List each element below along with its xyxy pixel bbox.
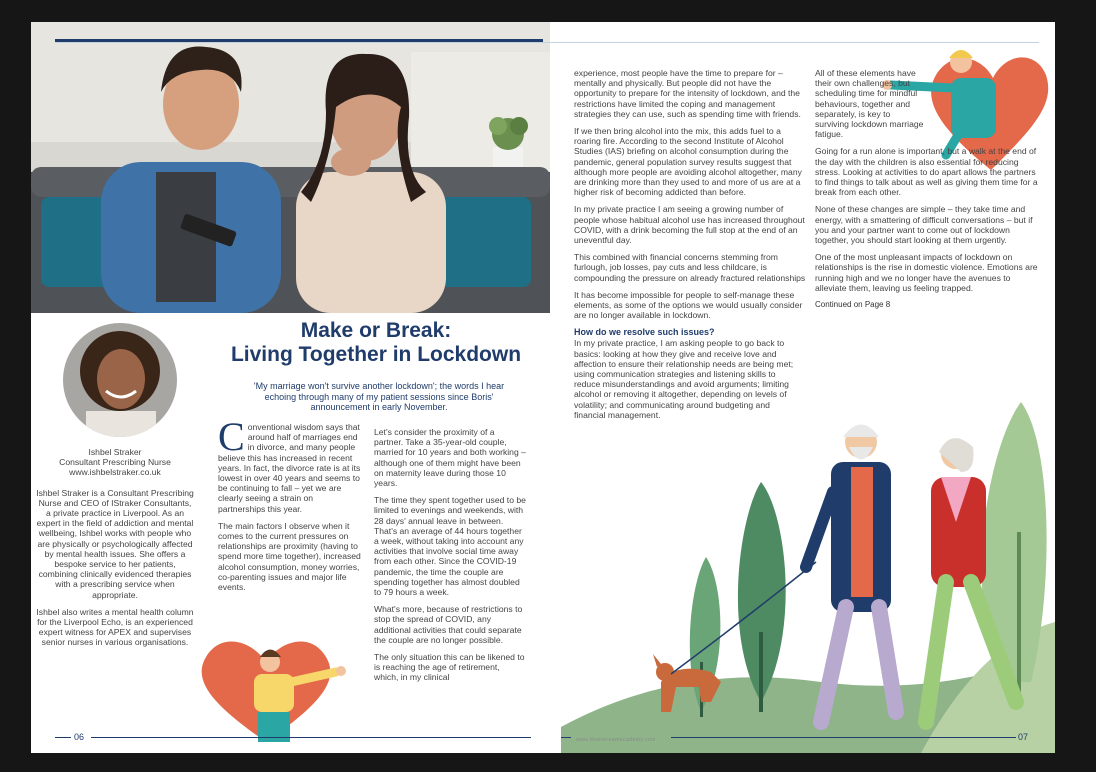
author-bio — [36, 447, 194, 655]
col2-paragraph-3: What's more, because of restrictions to stop the spread of COVID, any additional activities that could separate the couple are no longer possible. — [374, 604, 523, 645]
author-name: Ishbel Straker — [88, 447, 142, 457]
col2-paragraph-2: The time they spent together used to be limited to evenings and weekends, with 28 days' annual leave in between. That's an average of 44 hours together a week, without taking into account any activities that involve social time away from each other. Since the COVID-19 pandemic, the time the couple are spending together has almost doubled to 79 hours a week. — [374, 495, 526, 598]
col3-paragraph-3: In my private practice I am seeing a growing number of people whose habitual alcohol use has increased throughout COVID, with a drink becoming the full stop at the end of an uneventful day. — [574, 204, 805, 246]
col4-paragraph-3: None of these changes are simple – they take time and energy, with a smattering of difficult conversations – but if you and your partner want to come out of lockdown together, you should start looking at them urgently. — [815, 204, 1033, 246]
col1-paragraph-2: The main factors I observe when it comes to the current pressures on relationships are proximity (having to spend more time together), increased alcohol consumption, money worries, co-parenting issues and major life events. — [218, 520, 361, 593]
col3-paragraph-5: It has become impossible for people to self-manage these elements, as some of the options we would usually consider are no longer available in lockdown. — [574, 289, 803, 321]
col1-paragraph-1 — [218, 414, 362, 514]
author-bio-paragraph-1: Ishbel Straker is a Consultant Prescribing Nurse and CEO of IStraker Consultants, a private practice in Liverpool. As an expert in the field of addiction and mental wellbeing, Ishbel works with people who are physically or psychologically affected by mental health issues. She offers a bespoke service to her patients, combining clinically evidenced therapies with a prescribing service when appropriate. — [36, 487, 194, 600]
col2-paragraph-1: Let's consider the proximity of a partner. Take a 35-year-old couple, married for 10 years and both working – although one of them might have been on maternity leave during those 10 years. — [374, 427, 526, 489]
page-rule-left — [55, 737, 71, 738]
col4-paragraph-4: One of the most unpleasant impacts of lockdown on relationships is the rise in domestic violence. Emotions are running high and we no longer have the avenues to alleviate them, leaving us feeling trapped. — [815, 252, 1038, 293]
couple-photo — [31, 22, 550, 313]
heart-person-illustration-left — [186, 632, 361, 752]
footer-rule-right-a — [561, 737, 571, 738]
author-role: Consultant Prescribing Nurse — [59, 457, 171, 468]
col4-paragraph-1: All of these elements have their own challenges, but scheduling time for mindful behaviours, together and separately, is key to surviving lockdown marriage fatigue. — [815, 68, 924, 140]
article-column-1 — [218, 414, 362, 599]
magazine-spread — [31, 22, 1055, 753]
walking-couple-illustration — [561, 382, 1055, 753]
article-lead: 'My marriage won't survive another lockdown'; the words I hear echoing through many of my patient sessions since Boris' announcement in early November. — [253, 381, 505, 412]
couple-photo-illustration — [31, 22, 550, 313]
article-column-4 — [815, 68, 1040, 309]
col3-paragraph-6: In my private practice, I am asking people to go back to basics: looking at how they give and receive love and affection to ensure their relationship needs are being met; using communication strategies and listening skills to reduce misunderstandings and avoid arguments; limiting alcohol or removing it altogether, depending on levels of volatility; and communicating around budgeting and financial management. — [574, 338, 794, 420]
col3-paragraph-1: experience, most people have the time to prepare for – mentally and physically. But people did not have the opportunity to prepare for the intensity of lockdown, and the restrictions have limited the coping and management strategies they can use, such as spending time with friends. — [574, 68, 801, 119]
continued-note: Continued on Page 8 — [815, 300, 891, 310]
col2-paragraph-4: The only situation this can be likened to is reaching the age of retirement, which, in my clinical — [374, 652, 525, 683]
page-number-left: 06 — [74, 732, 85, 742]
article-column-2 — [374, 427, 526, 690]
drop-cap: C — [218, 414, 245, 459]
footer-rule-left — [91, 737, 531, 738]
footer-rule-right — [671, 737, 1016, 738]
author-website[interactable]: www.ishbelstraker.co.uk — [69, 467, 161, 478]
title-line-1: Make or Break: — [300, 319, 452, 342]
subheading-resolve: How do we resolve such issues? — [574, 327, 715, 338]
page-number-right: 07 — [1018, 732, 1029, 742]
article-column-3 — [574, 68, 806, 427]
article-title — [211, 319, 541, 367]
col3-paragraph-2: If we then bring alcohol into the mix, this adds fuel to a roaring fire. According to the second Institute of Alcohol Studies (IAS) briefing on alcohol consumption during the pandemic, general population survey results suggest that although more people are avoiding alcohol altogether, many are drinking more than they used to and more of us are at a higher risk of becoming addicted than before. — [574, 126, 802, 198]
author-avatar — [61, 321, 179, 439]
footer-url[interactable]: www.bluestreamacademy.com — [576, 737, 656, 743]
title-line-2: Living Together in Lockdown — [230, 343, 522, 366]
author-bio-paragraph-2: Ishbel also writes a mental health column for the Liverpool Echo, is an experienced expert witness for APEX and supervises senior nurses in various organisations. — [36, 606, 194, 648]
col3-paragraph-4: This combined with financial concerns stemming from furlough, job losses, pay cuts and less childcare, is compounding the pressure on already fractured relationships — [574, 252, 806, 283]
col1-paragraph-1-text: onventional wisdom says that around half of marriages end in divorce, and many people believe this has increased in recent years. In fact, the divorce rate is at its lowest in over 40 years and seems to be continuing to fall – yet we are clearly seeing a strain on partnerships this year. — [218, 422, 361, 514]
col4-paragraph-2: Going for a run alone is important, but a walk at the end of the day with the children is also essential for reducing stress. Looking at activities to do apart allows the partners to find things to talk about as well as giving them time for a break from each other. — [815, 146, 1038, 198]
